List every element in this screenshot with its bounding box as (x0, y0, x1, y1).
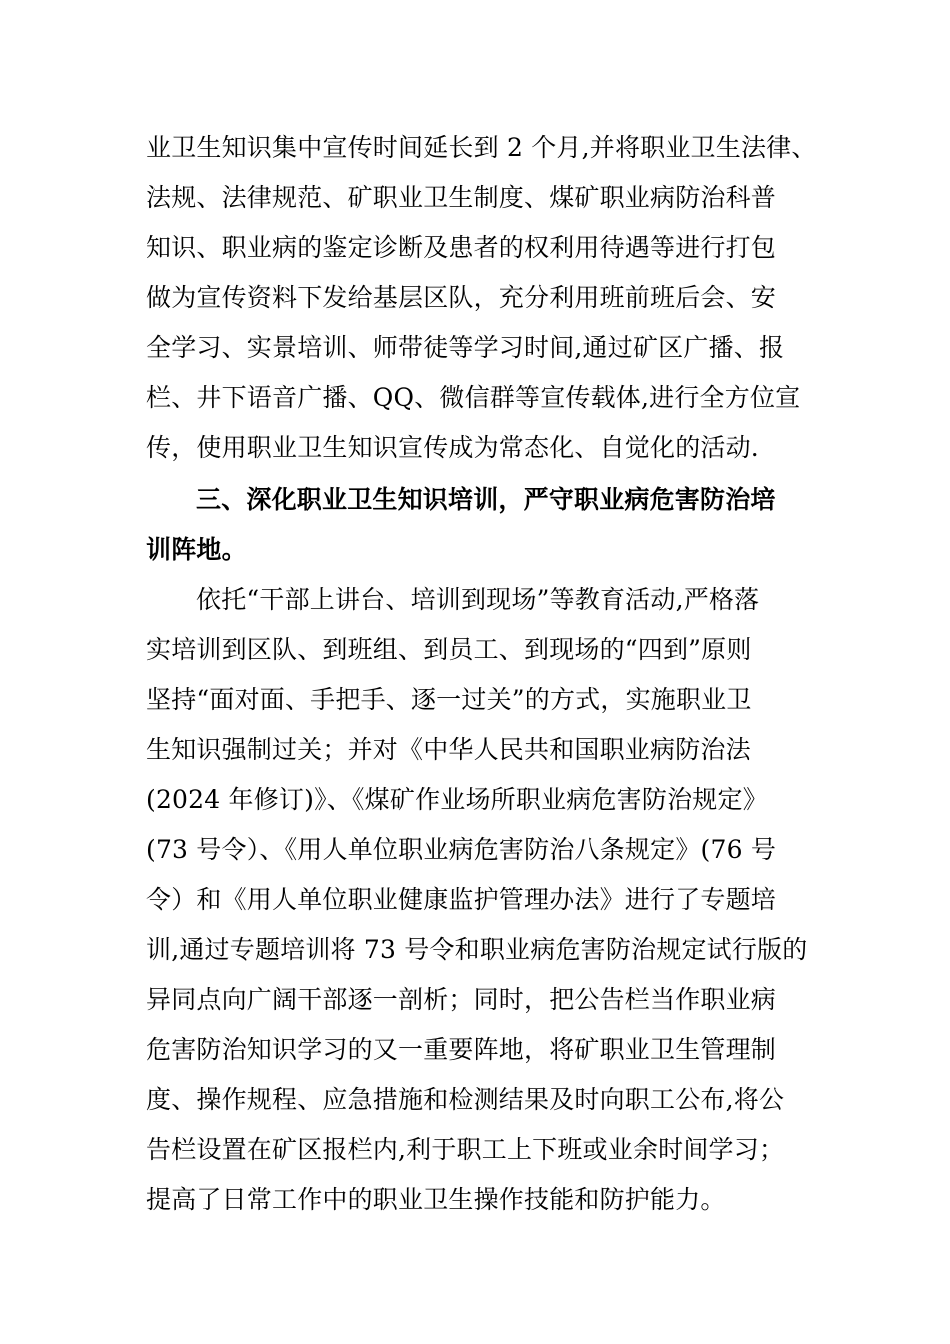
text-line: 做为宣传资料下发给基层区队，充分利用班前班后会、安 (146, 283, 777, 312)
text-line: 危害防治知识学习的又一重要阵地，将矿职业卫生管理制 (146, 1035, 777, 1064)
text-line: 提高了日常工作中的职业卫生操作技能和防护能力。 (146, 1185, 726, 1214)
text-line: (73 号令）、《用人单位职业病危害防治八条规定》(76 号 (146, 835, 777, 864)
text-line: 度、操作规程、应急措施和检测结果及时向职工公布,将公 (146, 1085, 785, 1114)
text-line: (2024 年修订)》、《煤矿作业场所职业病危害防治规定》 (146, 785, 768, 814)
text-line: 坚持“面对面、手把手、逐一过关”的方式，实施职业卫 (146, 685, 752, 714)
text-line: 生知识强制过关；并对《中华人民共和国职业病防治法 (146, 735, 751, 764)
text-line: 依托“干部上讲台、培训到现场”等教育活动,严格落 (196, 585, 760, 614)
text-line: 令）和《用人单位职业健康监护管理办法》进行了专题培 (146, 885, 777, 914)
text-line: 全学习、实景培训、师带徒等学习时间,通过矿区广播、报 (146, 333, 785, 362)
text-line: 实培训到区队、到班组、到员工、到现场的“四到”原则 (146, 635, 752, 664)
text-line: 告栏设置在矿区报栏内,利于职工上下班或业余时间学习； (146, 1135, 785, 1164)
heading-line: 三、深化职业卫生知识培训，严守职业病危害防治培 (196, 485, 776, 514)
text-line: 栏、井下语音广播、QQ、微信群等宣传载体,进行全方位宣 (146, 383, 801, 412)
heading-line: 训阵地。 (146, 535, 247, 564)
text-line: 知识、职业病的鉴定诊断及患者的权利用待遇等进行打包 (146, 233, 777, 262)
text-line: 法规、法律规范、矿职业卫生制度、煤矿职业病防治科普 (146, 183, 777, 212)
text-line: 业卫生知识集中宣传时间延长到 2 个月,并将职业卫生法律、 (146, 133, 817, 162)
text-line: 传，使用职业卫生知识宣传成为常态化、自觉化的活动. (146, 433, 759, 462)
text-line: 异同点向广阔干部逐一剖析；同时，把公告栏当作职业病 (146, 985, 777, 1014)
text-line: 训,通过专题培训将 73 号令和职业病危害防治规定试行版的 (146, 935, 808, 964)
